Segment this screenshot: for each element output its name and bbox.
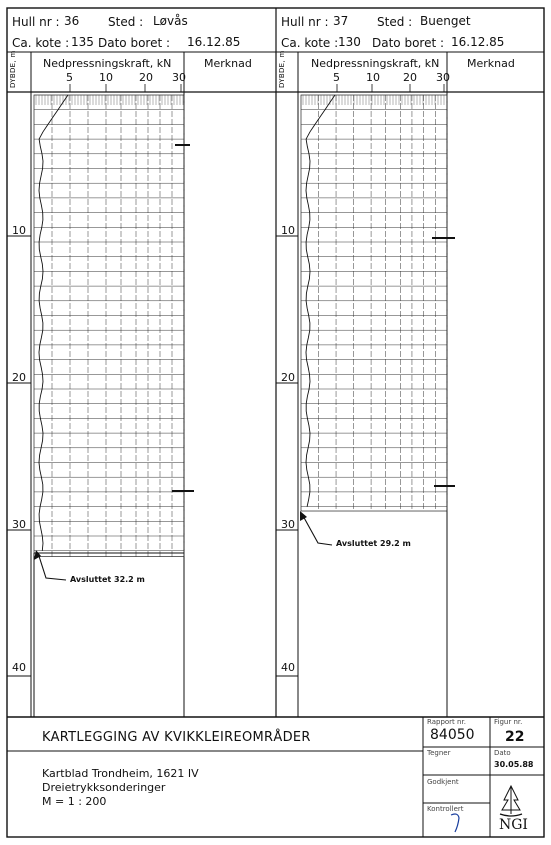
hole-36-depth-40: 40 — [12, 661, 26, 674]
tegner-label: Tegner — [427, 749, 451, 757]
hole-37-depth-20: 20 — [281, 371, 295, 384]
hole-36-header — [7, 52, 276, 717]
hole-36-dato-label: Dato boret : — [98, 36, 171, 50]
depth-tick-marks — [7, 236, 298, 676]
hole-37-sted-label: Sted : — [377, 15, 413, 29]
hole-36-kote: 135 — [71, 35, 94, 49]
hole-36-hull-label: Hull nr : — [12, 15, 60, 29]
hole-36-log-frame — [34, 95, 184, 557]
hole-36-force-label: Nedpressningskraft, kN — [43, 57, 172, 70]
method-line: Dreietrykksonderinger — [42, 781, 166, 794]
hole-36-end-leader — [38, 553, 66, 580]
hole-36-tick-30: 30 — [172, 71, 186, 84]
godkjent-label: Godkjent — [427, 778, 459, 786]
hole-37-hull-label: Hull nr : — [281, 15, 329, 29]
figur-value: 22 — [505, 729, 525, 745]
scale-line: M = 1 : 200 — [42, 795, 107, 808]
hole-37-force-label: Nedpressningskraft, kN — [311, 57, 440, 70]
kontrollert-signature — [451, 814, 459, 832]
hole-37-tick-5: 5 — [333, 71, 340, 84]
hole-37-depth-10: 10 — [281, 224, 295, 237]
hole-36-tick-20: 20 — [139, 71, 153, 84]
kontrollert-label: Kontrollert — [427, 805, 464, 813]
hole-36-kote-label: Ca. kote : — [12, 36, 70, 50]
hole-37-kote-label: Ca. kote : — [281, 36, 339, 50]
rapport-value: 84050 — [430, 727, 475, 743]
hole-37-remark-label: Merknad — [467, 57, 515, 70]
ngi-logo-text: NGI — [499, 817, 528, 833]
hole-37-tick-30: 30 — [436, 71, 450, 84]
hole-37-dato: 16.12.85 — [451, 35, 505, 49]
hole-36-sounding-curve — [39, 95, 68, 551]
ngi-logo — [500, 786, 522, 816]
dato-value: 30.05.88 — [494, 760, 534, 769]
hole-37-end-leader — [302, 514, 332, 545]
hole-37-end-arrow — [300, 511, 307, 521]
hole-36-depth-axis-label: DYBDE, m — [9, 50, 17, 88]
hole-37-hull-nr: 37 — [333, 14, 349, 28]
hole-37-depth-30: 30 — [281, 518, 295, 531]
hole-37-finished-note: Avsluttet 29.2 m — [336, 539, 411, 548]
report-title: KARTLEGGING AV KVIKKLEIREOMRÅDER — [42, 730, 311, 745]
hole-37-tick-10: 10 — [366, 71, 380, 84]
hole-36-depth-10: 10 — [12, 224, 26, 237]
hole-36-sted-label: Sted : — [108, 15, 144, 29]
hole-36-log-grid — [34, 95, 194, 557]
hole-36-finished-note: Avsluttet 32.2 m — [70, 575, 145, 584]
hole-36-hull-nr: 36 — [64, 14, 80, 28]
dato-label: Dato — [494, 749, 511, 757]
hole-37-tick-20: 20 — [403, 71, 417, 84]
hole-36-depth-20: 20 — [12, 371, 26, 384]
rapport-label: Rapport nr. — [427, 718, 466, 726]
hole-37-header — [276, 52, 544, 717]
hole-36-tick-10: 10 — [99, 71, 113, 84]
hole-37-sted: Buenget — [420, 14, 471, 28]
hole-37-log-grid — [301, 95, 455, 511]
hole-36-depth-30: 30 — [12, 518, 26, 531]
map-sheet-line: Kartblad Trondheim, 1621 IV — [42, 767, 199, 780]
hole-37-kote: 130 — [338, 35, 361, 49]
figur-label: Figur nr. — [494, 718, 523, 726]
hole-36-tick-5: 5 — [66, 71, 73, 84]
hole-37-dato-label: Dato boret : — [372, 36, 445, 50]
hole-37-depth-40: 40 — [281, 661, 295, 674]
hole-36-dato: 16.12.85 — [187, 35, 241, 49]
hole-37-log-frame — [301, 95, 447, 511]
hole-37-depth-axis-label: DYBDE, m — [278, 50, 286, 88]
hole-36-sted: Løvås — [153, 14, 188, 28]
hole-36-remark-label: Merknad — [204, 57, 252, 70]
force-axis-ticks — [70, 84, 444, 92]
